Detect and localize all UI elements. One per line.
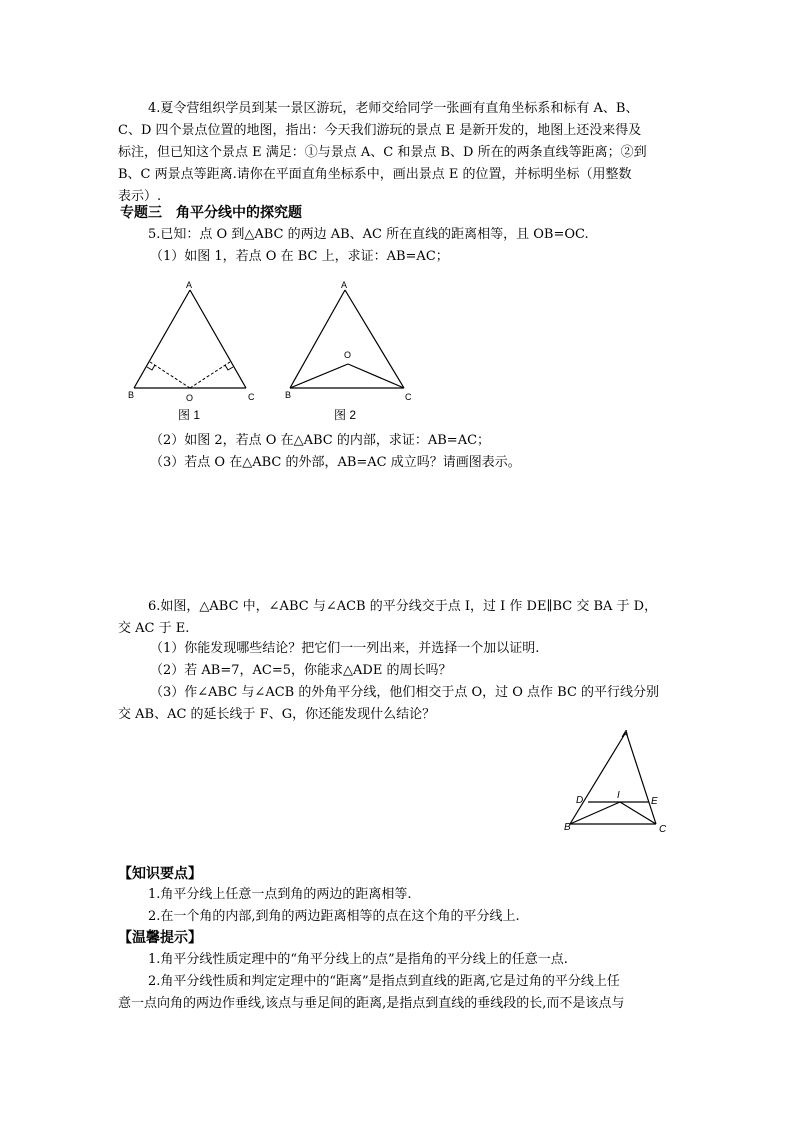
- fig2-side-ac: [345, 290, 404, 388]
- q4-line-2: C、D 四个景点位置的地图，指出：今天我们游玩的景点 E 是新开发的，地图上还没来得及: [118, 123, 642, 138]
- figure-2-caption: 图 2: [334, 408, 357, 422]
- fig2-segment-ob: [290, 364, 348, 388]
- fig1-perpendicular-ac: [190, 362, 230, 388]
- fig2-label-b: B: [285, 390, 292, 400]
- fig2-side-ab: [290, 290, 345, 388]
- q6-label-i: I: [617, 790, 620, 801]
- q4-line-3: 标注，但已知这个景点 E 满足：①与景点 A、C 和景点 B、D 所在的两条直线等距离；②到: [118, 145, 647, 160]
- fig2-segment-oc: [348, 364, 404, 388]
- fig1-label-b: B: [128, 390, 135, 400]
- q4-line-1: 4.夏令营组织学员到某一景区游玩，老师交给同学一张画有直角坐标系和标有 A、B、: [148, 101, 639, 116]
- q6-label-c: C: [659, 824, 667, 835]
- figure-1-caption: 图 1: [178, 408, 201, 422]
- q5-part2: （2）如图 2，若点 O 在△ABC 的内部，求证：AB=AC；: [150, 433, 491, 448]
- fig1-side-ac: [190, 290, 246, 388]
- q6-part3-line-1: （3）作∠ABC 与∠ACB 的外角平分线，他们相交于点 O，过 O 点作 BC 的平行线分别: [150, 685, 660, 700]
- q6-part1: （1）你能发现哪些结论？把它们一一列出来，并选择一个加以证明.: [150, 641, 540, 656]
- tips-item-1: 1.角平分线性质定理中的“角平分线上的点”是指角的平分线上的任意一点.: [148, 952, 568, 967]
- fig1-label-c: C: [248, 392, 255, 402]
- q6-label-b: B: [564, 822, 571, 833]
- q6-label-a: A: [622, 729, 629, 740]
- fig2-label-c: C: [405, 392, 412, 402]
- q5-intro: 5.已知：点 O 到△ABC 的两边 AB、AC 所在直线的距离相等，且 OB=OC.: [148, 227, 589, 242]
- q6-side-ab: [570, 732, 626, 824]
- q4-line-5: 表示）.: [118, 189, 162, 204]
- q6-part3-line-2: 交 AB、AC 的延长线于 F、G，你还能发现什么结论？: [118, 707, 436, 722]
- q6-label-e: E: [651, 796, 658, 807]
- fig1-label-o: O: [186, 393, 194, 403]
- topic3-heading: 专题三 角平分线中的探究题: [120, 205, 302, 221]
- fig1-side-ab: [134, 290, 190, 388]
- fig1-right-angle-mark-left: [147, 365, 155, 370]
- figure-1-diagram: [120, 278, 270, 408]
- q5-part3: （3）若点 O 在△ABC 的外部，AB=AC 成立吗？请画图表示。: [150, 455, 521, 470]
- q6-line-2: 交 AC 于 E.: [118, 621, 190, 636]
- knowledge-item-2: 2.在一个角的内部,到角的两边距离相等的点在这个角的平分线上.: [148, 909, 520, 924]
- q6-line-1: 6.如图，△ABC 中，∠ABC 与∠ACB 的平分线交于点 I，过 I 作 DE∥BC 交 BA 于 D，: [148, 599, 658, 614]
- tips-heading: 【温馨提示】: [118, 930, 202, 946]
- tips-item-2-line-2: 意一点向角的两边作垂线,该点与垂足间的距离,是指点到直线的垂线段的长,而不是该点与: [118, 996, 625, 1011]
- q6-label-d: D: [576, 795, 584, 806]
- figure-2-diagram: [280, 278, 420, 408]
- q6-part2: （2）若 AB=7，AC=5，你能求△ADE 的周长吗？: [150, 663, 452, 678]
- fig1-perpendicular-ab: [150, 362, 190, 388]
- fig1-right-angle-mark-right: [225, 365, 233, 370]
- fig2-label-o: O: [344, 350, 352, 360]
- q6-side-ac: [626, 732, 656, 824]
- knowledge-heading: 【知识要点】: [118, 866, 202, 882]
- q6-triangle-diagram: [556, 720, 676, 840]
- tips-item-2-line-1: 2.角平分线性质和判定定理中的“距离”是指点到直线的距离,它是过角的平分线上任: [148, 974, 620, 989]
- fig2-label-a: A: [341, 280, 348, 290]
- q4-line-4: B、C 两景点等距离.请你在平面直角坐标系中，画出景点 E 的位置，并标明坐标（用整数: [118, 167, 632, 182]
- q5-part1: （1）如图 1，若点 O 在 BC 上，求证：AB=AC；: [150, 249, 449, 264]
- knowledge-item-1: 1.角平分线上任意一点到角的两边的距离相等.: [148, 887, 412, 902]
- fig1-label-a: A: [186, 280, 193, 290]
